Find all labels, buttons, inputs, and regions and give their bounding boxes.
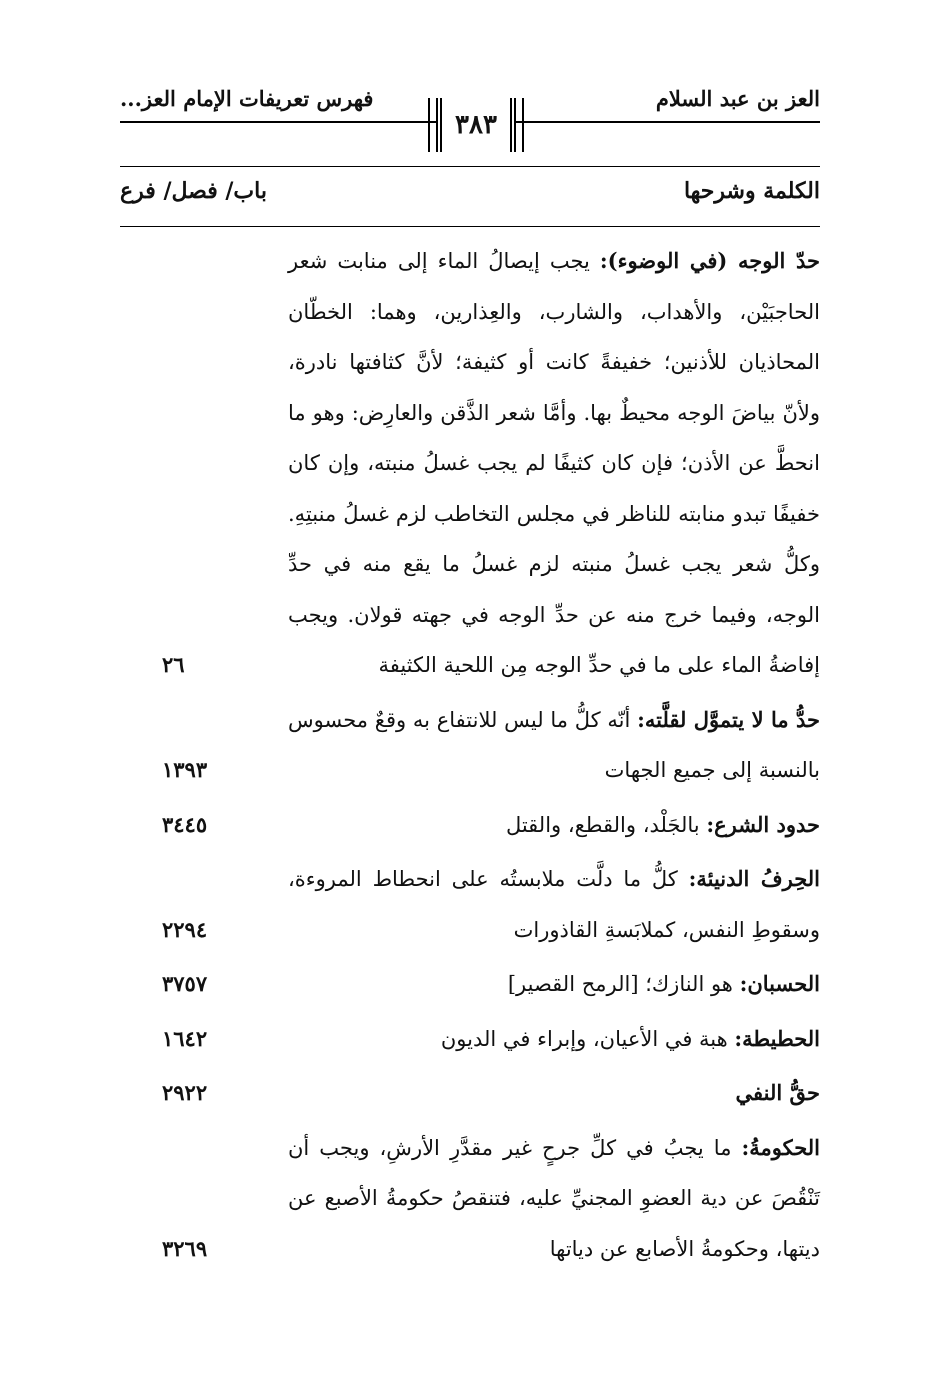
- page-number: ٣٨٣: [436, 98, 516, 152]
- column-heading-term: الكلمة وشرحها: [683, 178, 820, 204]
- entry-definition: يجب إيصالُ الماء إلى منابت شعر الحاجبَيْن، والأهداب، والشارب، والعِذارين، وهما: الخطّان المحاذيان للأذنين؛ خفيفةً كانت أو كثيفة؛ لأنَّ كثافتها نادرة، ولأنّ بياضَ الوجه محيطٌ بها. وأمَّا شعر الذَّقن والعارِض: وهو ما انحطَّ عن الأذن؛ فإن كان كثيفًا لم يجب غسلُ منبته، وإن كان خفيفًا تبدو منابته للناظر في مجلس التخاطب لزم غسلُ منبتِهِ. وكلُّ شعر يجب غسلُ منبته لزم غسلُ ما يقع منه في حدِّ الوجه، وفيما خرج منه عن حدِّ الوجه في جهته قولان. ويجب إفاضةُ الماء على ما في حدِّ الوجه مِن اللحية الكثيفة: [288, 249, 820, 677]
- entry-reference: ٣٢٦٩: [162, 1235, 208, 1261]
- index-entry: [120, 1123, 820, 1275]
- running-header-author: العز بن عبد السلام: [655, 86, 820, 111]
- entry-term: حدّ الوجه (في الوضوء):: [599, 248, 821, 273]
- entry-reference: ٢٦: [162, 652, 185, 677]
- column-bottom-rule: [120, 226, 820, 227]
- entry-definition: أنّه كلُّ ما ليس للانتفاع به وقعٌ محسوس بالنسبة إلى جميع الجهات: [288, 707, 820, 782]
- entry-term: حدُّ ما لا يتموَّل لقلَّته:: [637, 706, 820, 732]
- column-top-rule: [120, 166, 820, 167]
- index-entry: [120, 959, 820, 1010]
- entry-definition: ما يجبُ في كلِّ جرحٍ غير مقدَّرِ الأرشِ، ويجب أن تَنْقُصَ عن دية العضوِ المجنيِّ عليه، فتنقصُ حكومةُ الأصبع عن ديتها، وحكومةُ الأصابع عن دياتها: [288, 1135, 820, 1261]
- entry-definition: كلُّ ما دلَّت ملابستُه على انحطاط المروءة، وسقوطِ النفس، كملابَسةِ القاذورات: [288, 867, 820, 942]
- index-entry: [120, 695, 820, 796]
- entry-reference: ١٣٩٣: [162, 757, 208, 782]
- entry-reference: ٢٢٩٤: [162, 916, 208, 942]
- entry-term: الحِرفُ الدنيئة:: [688, 866, 820, 891]
- entry-reference: ١٦٤٢: [162, 1025, 208, 1051]
- entry-definition: هو النازك؛ [الرمح القصير]: [507, 972, 740, 996]
- entry-reference: ٢٩٢٢: [162, 1080, 208, 1105]
- index-entry: [120, 800, 820, 851]
- index-entry: [120, 236, 820, 691]
- index-entry: [120, 1014, 820, 1065]
- entry-reference: ٣٤٤٥: [162, 811, 208, 837]
- entry-term: حدود الشرع:: [706, 811, 820, 837]
- entry-term: حقُّ النفي: [735, 1080, 820, 1105]
- column-heading-reference: باب/ فصل/ فرع: [120, 178, 267, 204]
- entry-reference: ٣٧٥٧: [162, 971, 208, 996]
- index-entry: [120, 854, 820, 955]
- entry-definition: بالجَلْد، والقطع، والقتل: [505, 812, 707, 837]
- running-header-section: فهرس تعريفات الإمام العز...: [120, 86, 374, 111]
- entry-term: الحطيطة:: [734, 1025, 820, 1051]
- index-entry: [120, 1068, 820, 1119]
- entry-term: الحسبان:: [739, 971, 820, 996]
- entry-term: الحكومةُ:: [741, 1134, 820, 1160]
- entry-definition: هبة في الأعيان، وإبراء في الديون: [440, 1026, 735, 1051]
- index-entries: [120, 236, 820, 1274]
